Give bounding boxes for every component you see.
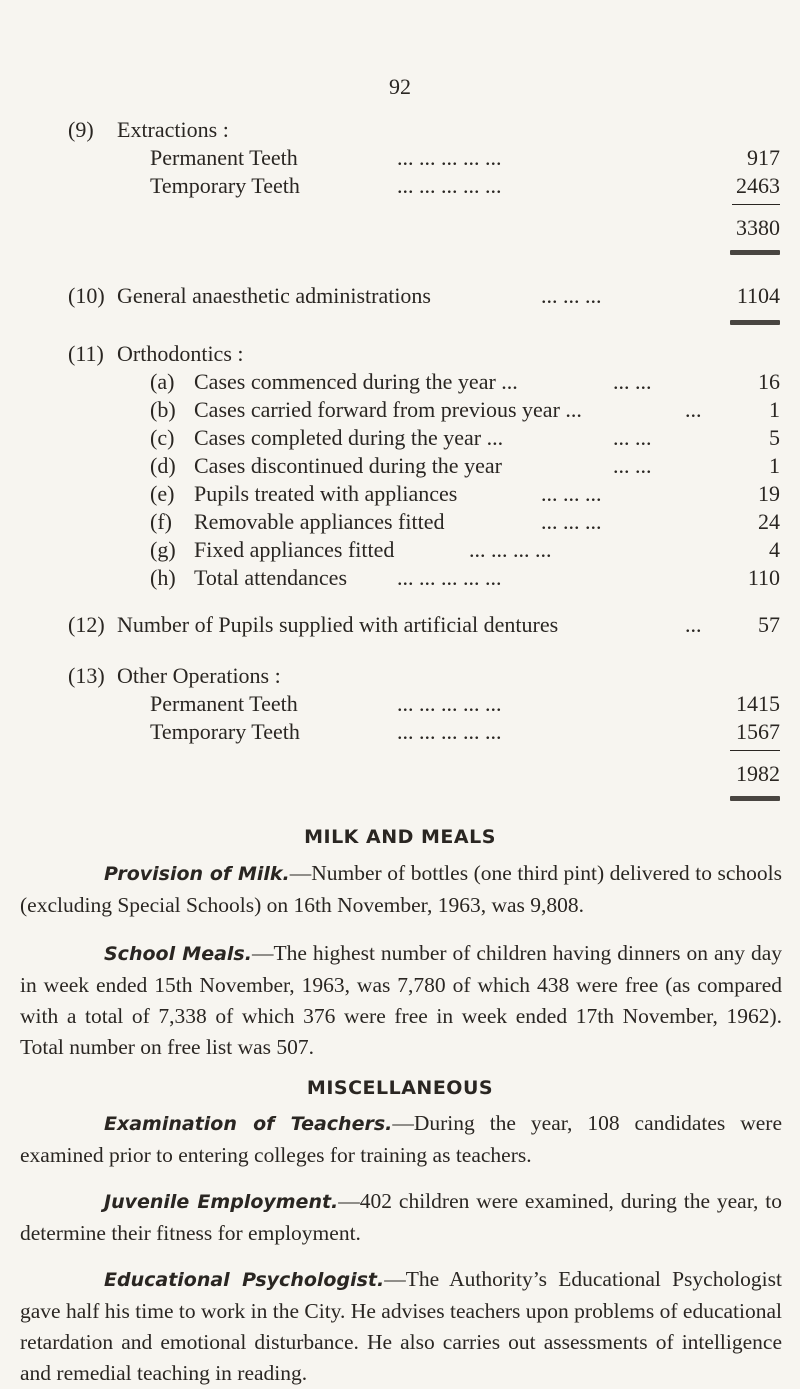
row-letter: (e) [150, 481, 175, 506]
row-value: 1104 [736, 283, 780, 308]
total-row [0, 214, 800, 242]
row-letter: (c) [150, 425, 175, 450]
leader-dots: ... ... ... [541, 481, 602, 506]
paragraph [20, 938, 782, 1063]
total-row [0, 760, 800, 788]
extractions-heading [0, 116, 800, 144]
anaesthetic-row [0, 282, 800, 310]
table-row [0, 564, 800, 592]
row-label: Permanent Teeth [150, 691, 298, 716]
paragraph-lead: Examination of Teachers. [104, 1113, 393, 1135]
total-value: 1982 [736, 761, 780, 786]
paragraph [20, 858, 782, 921]
row-label: Pupils treated with appliances [194, 481, 458, 506]
paragraph [20, 1264, 782, 1389]
row-label: Fixed appliances fitted [194, 537, 395, 562]
row-label: Temporary Teeth [150, 173, 300, 198]
table-row [0, 396, 800, 424]
paragraph-text: —During the year, 108 candidates were examined prior to entering colleges for training as teachers. [20, 1111, 782, 1167]
section-number: (13) [68, 663, 105, 688]
row-value: 110 [747, 565, 780, 590]
section-number: (11) [68, 341, 104, 366]
section-title: Extractions : [117, 117, 229, 142]
row-letter: (h) [150, 565, 176, 590]
leader-dots: ... [685, 397, 702, 422]
row-label: Removable appliances fitted [194, 509, 445, 534]
row-value: 24 [758, 509, 780, 534]
row-value: 1415 [736, 691, 780, 716]
row-letter: (a) [150, 369, 175, 394]
leader-dots: ... ... ... ... ... [397, 173, 502, 198]
row-value: 2463 [736, 173, 780, 198]
row-letter: (g) [150, 537, 176, 562]
table-row [0, 172, 800, 200]
section-number: (10) [68, 283, 105, 308]
other-operations-heading [0, 662, 800, 690]
row-label: Cases commenced during the year ... [194, 369, 518, 394]
section-title: Orthodontics : [117, 341, 244, 366]
leader-dots: ... ... ... [541, 509, 602, 534]
row-label: Permanent Teeth [150, 145, 298, 170]
leader-dots: ... ... [613, 425, 652, 450]
section-title: Other Operations : [117, 663, 281, 688]
orthodontics-heading [0, 340, 800, 368]
table-row [0, 144, 800, 172]
table-row [0, 690, 800, 718]
paragraph-lead: Juvenile Employment. [104, 1191, 339, 1213]
paragraph-text: —Number of bottles (one third pint) delivered to schools (excluding Special Schools) on 16th November, 1963, was 9,808. [20, 861, 782, 917]
dentures-row [0, 611, 800, 639]
total-value: 3380 [736, 215, 780, 240]
double-rule [730, 250, 780, 255]
row-label: Total attendances [194, 565, 348, 590]
row-value: 5 [769, 425, 780, 450]
double-rule [730, 320, 780, 325]
table-row [0, 480, 800, 508]
paragraph-lead: Provision of Milk. [104, 863, 290, 885]
paragraph-lead: Educational Psychologist. [104, 1269, 385, 1291]
table-row [0, 536, 800, 564]
row-value: 917 [747, 145, 780, 170]
row-letter: (b) [150, 397, 176, 422]
leader-dots: ... [685, 612, 702, 637]
row-label: Cases completed during the year ... [194, 425, 504, 450]
paragraph-text: —The Authority’s Educational Psychologist gave half his time to work in the City. He advises teachers upon problems of educational retardation and emotional disturbance. He also carries out assessments of intelligence and remedial teaching in reading. [20, 1267, 782, 1385]
row-letter: (f) [150, 509, 172, 534]
subtotal-rule [732, 204, 780, 205]
leader-dots: ... ... ... [541, 283, 602, 308]
row-letter: (d) [150, 453, 176, 478]
row-value: 1 [769, 453, 780, 478]
row-value: 4 [769, 537, 780, 562]
row-value: 19 [758, 481, 780, 506]
subtotal-rule [730, 750, 780, 751]
row-label: Cases discontinued during the year [194, 453, 502, 478]
row-value: 16 [758, 369, 780, 394]
double-rule [730, 796, 780, 801]
leader-dots: ... ... [613, 369, 652, 394]
leader-dots: ... ... ... ... ... [397, 145, 502, 170]
paragraph-text: —402 children were examined, during the year, to determine their fitness for employment. [20, 1189, 783, 1245]
row-label: Cases carried forward from previous year ... [194, 397, 582, 422]
row-label: Temporary Teeth [150, 719, 300, 744]
row-label: Number of Pupils supplied with artificial dentures [117, 612, 559, 637]
section-heading: MISCELLANEOUS [306, 1077, 494, 1099]
table-row [0, 368, 800, 396]
leader-dots: ... ... ... ... ... [397, 565, 502, 590]
table-row [0, 424, 800, 452]
table-row [0, 508, 800, 536]
table-row [0, 452, 800, 480]
paragraph-lead: School Meals. [104, 943, 252, 965]
leader-dots: ... ... ... ... ... [397, 691, 502, 716]
row-label: General anaesthetic administrations [117, 283, 431, 308]
section-number: (12) [68, 612, 105, 637]
table-row [0, 718, 800, 746]
section-number: (9) [68, 117, 94, 142]
row-value: 57 [758, 612, 780, 637]
paragraph-text: —The highest number of children having dinners on any day in week ended 15th November, 1963, was 7,780 of which 438 were free (as compared with a total of 7,338 of which 376 were free in week ended 17th November, 1962). Total number on free list was 507. [20, 941, 782, 1059]
page-number: 92 [389, 74, 411, 99]
leader-dots: ... ... [613, 453, 652, 478]
paragraph [20, 1186, 782, 1249]
leader-dots: ... ... ... ... [469, 537, 552, 562]
section-heading: MILK AND MEALS [304, 826, 496, 848]
row-value: 1567 [736, 719, 780, 744]
row-value: 1 [769, 397, 780, 422]
leader-dots: ... ... ... ... ... [397, 719, 502, 744]
paragraph [20, 1108, 782, 1171]
